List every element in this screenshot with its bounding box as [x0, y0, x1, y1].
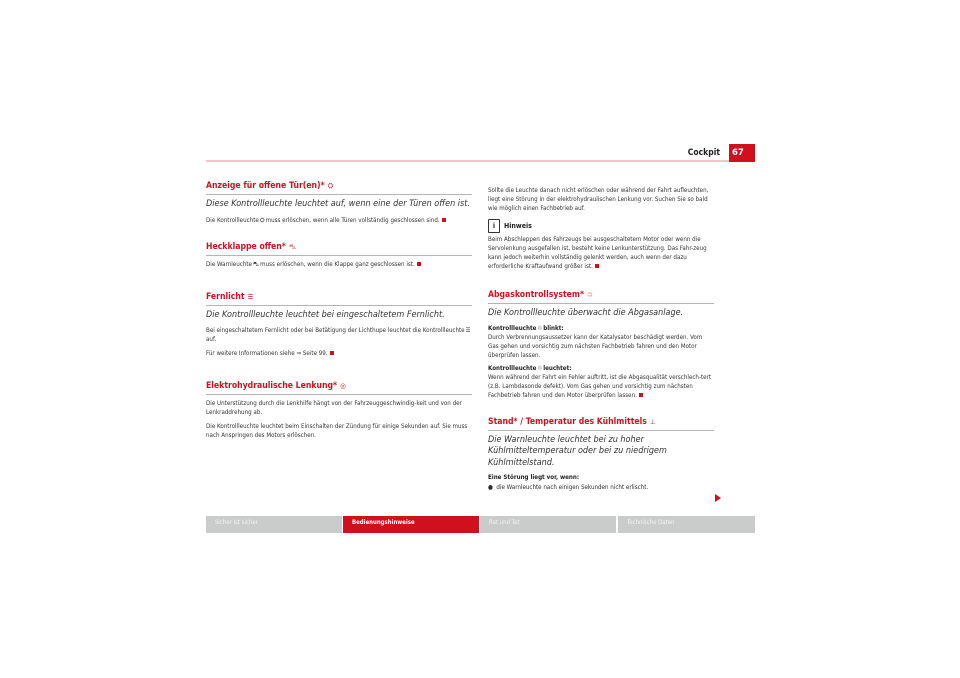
page-number: 67 — [729, 144, 755, 162]
emission-sub-lit: Kontrollleuchte♲leuchtet: — [488, 364, 572, 372]
section-lead-coolant: Die Warnleuchte leuchtet bei zu hoher Kühlmitteltemperatur oder bei zu niedrigem Kühlmittelstand. — [488, 434, 667, 468]
section-text-steering-2: Die Kontrollleuchte leuchtet beim Einschalten der Zündung für einige Sekunden auf. Sie muss nach Anspringen des Motors erlöschen. — [206, 423, 468, 439]
end-mark — [442, 218, 446, 222]
door-icon: ⛭ — [327, 182, 334, 190]
section-text-steering-1: Die Unterstützung durch die Lenkhilfe hängt von der Fahrzeuggeschwindig-keit und von der Lenkraddrehung ab. — [206, 400, 462, 416]
engine-icon: ♲ — [537, 364, 543, 372]
engine-icon: ♲ — [537, 324, 543, 332]
coolant-sub: Eine Störung liegt vor, wenn: — [488, 474, 580, 481]
hint-header: i Hinweis — [488, 219, 714, 233]
footer-tab-technical[interactable]: Technische Daten — [618, 516, 755, 533]
section-text-trunk: Die Warnleuchte⛍muss erlöschen, wenn die Klappe ganz geschlossen ist. — [206, 260, 472, 269]
door-icon: ⛭ — [259, 216, 265, 224]
section-title-door: Anzeige für offene Tür(en)* ⛭ — [206, 181, 472, 195]
section-title-highbeam: Fernlicht ☰ — [206, 292, 472, 306]
info-icon: i — [488, 219, 500, 233]
right-column — [488, 186, 714, 492]
emission-sub-blink: Kontrollleuchte♲blinkt: — [488, 324, 564, 332]
hint-text: Beim Abschleppen des Fahrzeugs bei ausgeschaltetem Motor oder wenn die Servolenkung ausgefallen ist, besteht keine Lenkunterstützung. Das Fahr-zeug kann jedoch weiterhin vollständig gelenkt werden, auch wenn der dazu erforderliche Kraftaufwand größer ist. — [488, 236, 707, 270]
section-ref-highbeam — [206, 349, 472, 358]
headlight-icon: ☰ — [465, 327, 471, 334]
emission-text-blink: Durch Verbrennungsaussetzer kann der Katalysator beschädigt werden. Vom Gas gehen und vorsichtig zum nächsten Fachbetrieb fahren und den Motor überprüfen lassen. — [488, 333, 703, 359]
page-reference-link[interactable]: Für weitere Informationen siehe ⇒ Seite 99. — [206, 350, 328, 357]
footer-tab-operation[interactable]: Bedienungshinweise — [343, 516, 479, 533]
headlight-icon: ☰ — [247, 292, 254, 301]
section-title-emission: Abgaskontrollsystem* ♲ — [488, 290, 714, 304]
end-mark — [639, 393, 643, 397]
end-mark — [330, 351, 334, 355]
chapter-title: Cockpit — [687, 148, 720, 158]
left-column — [206, 181, 472, 445]
section-text-highbeam: Bei eingeschaltetem Fernlicht oder bei Betätigung der Lichthupe leuchtet die Kontrollleuchte☰auf. — [206, 327, 471, 343]
section-lead-highbeam: Die Kontrollleuchte leuchtet bei eingeschaltetem Fernlicht. — [206, 309, 445, 320]
section-title-steering: Elektrohydraulische Lenkung* ◎ — [206, 381, 472, 395]
header-rule — [206, 160, 755, 162]
section-text-door: Die Kontrollleuchte⛭muss erlöschen, wenn alle Türen vollständig geschlossen sind. — [206, 216, 472, 225]
car-icon: ⛍ — [252, 260, 260, 268]
footer-tab-advice[interactable]: Rat und Tat — [480, 516, 616, 533]
coolant-bullet: ● die Warnleuchte nach einigen Sekunden nicht erlischt. — [488, 484, 649, 491]
next-page-arrow-icon[interactable] — [715, 494, 721, 502]
section-title-trunk: Heckklappe offen* ⛍ — [206, 242, 472, 256]
section-title-coolant: Stand* / Temperatur des Kühlmittels ⊥ — [488, 417, 714, 431]
end-mark — [417, 262, 421, 266]
steering-continued-text: Sollte die Leuchte danach nicht erlöschen oder während der Fahrt aufleuchten, liegt eine Störung in der elektrohydraulischen Lenkung vor. Suchen Sie so bald wie möglich einen Fachbetrieb auf. — [488, 187, 709, 212]
steering-icon: ◎ — [340, 382, 346, 390]
coolant-icon: ⊥ — [649, 417, 656, 426]
end-mark — [595, 264, 599, 268]
footer-tab-safety[interactable]: Sicher ist sicher — [206, 516, 342, 533]
car-icon: ⛍ — [288, 242, 297, 251]
engine-icon: ♲ — [587, 291, 593, 299]
section-lead-emission: Die Kontrollleuchte überwacht die Abgasanlage. — [488, 308, 684, 318]
emission-text-lit: Wenn während der Fahrt ein Fehler auftritt, ist die Abgasqualität verschlech-tert (z.B. Lambdasonde defekt). Vom Gas gehen und vorsichtig zum nächsten Fachbetrieb fahren und den Motor überprüfen lassen. — [488, 373, 712, 399]
section-lead-door: Diese Kontrollleuchte leuchtet auf, wenn eine der Türen offen ist. — [206, 199, 470, 209]
